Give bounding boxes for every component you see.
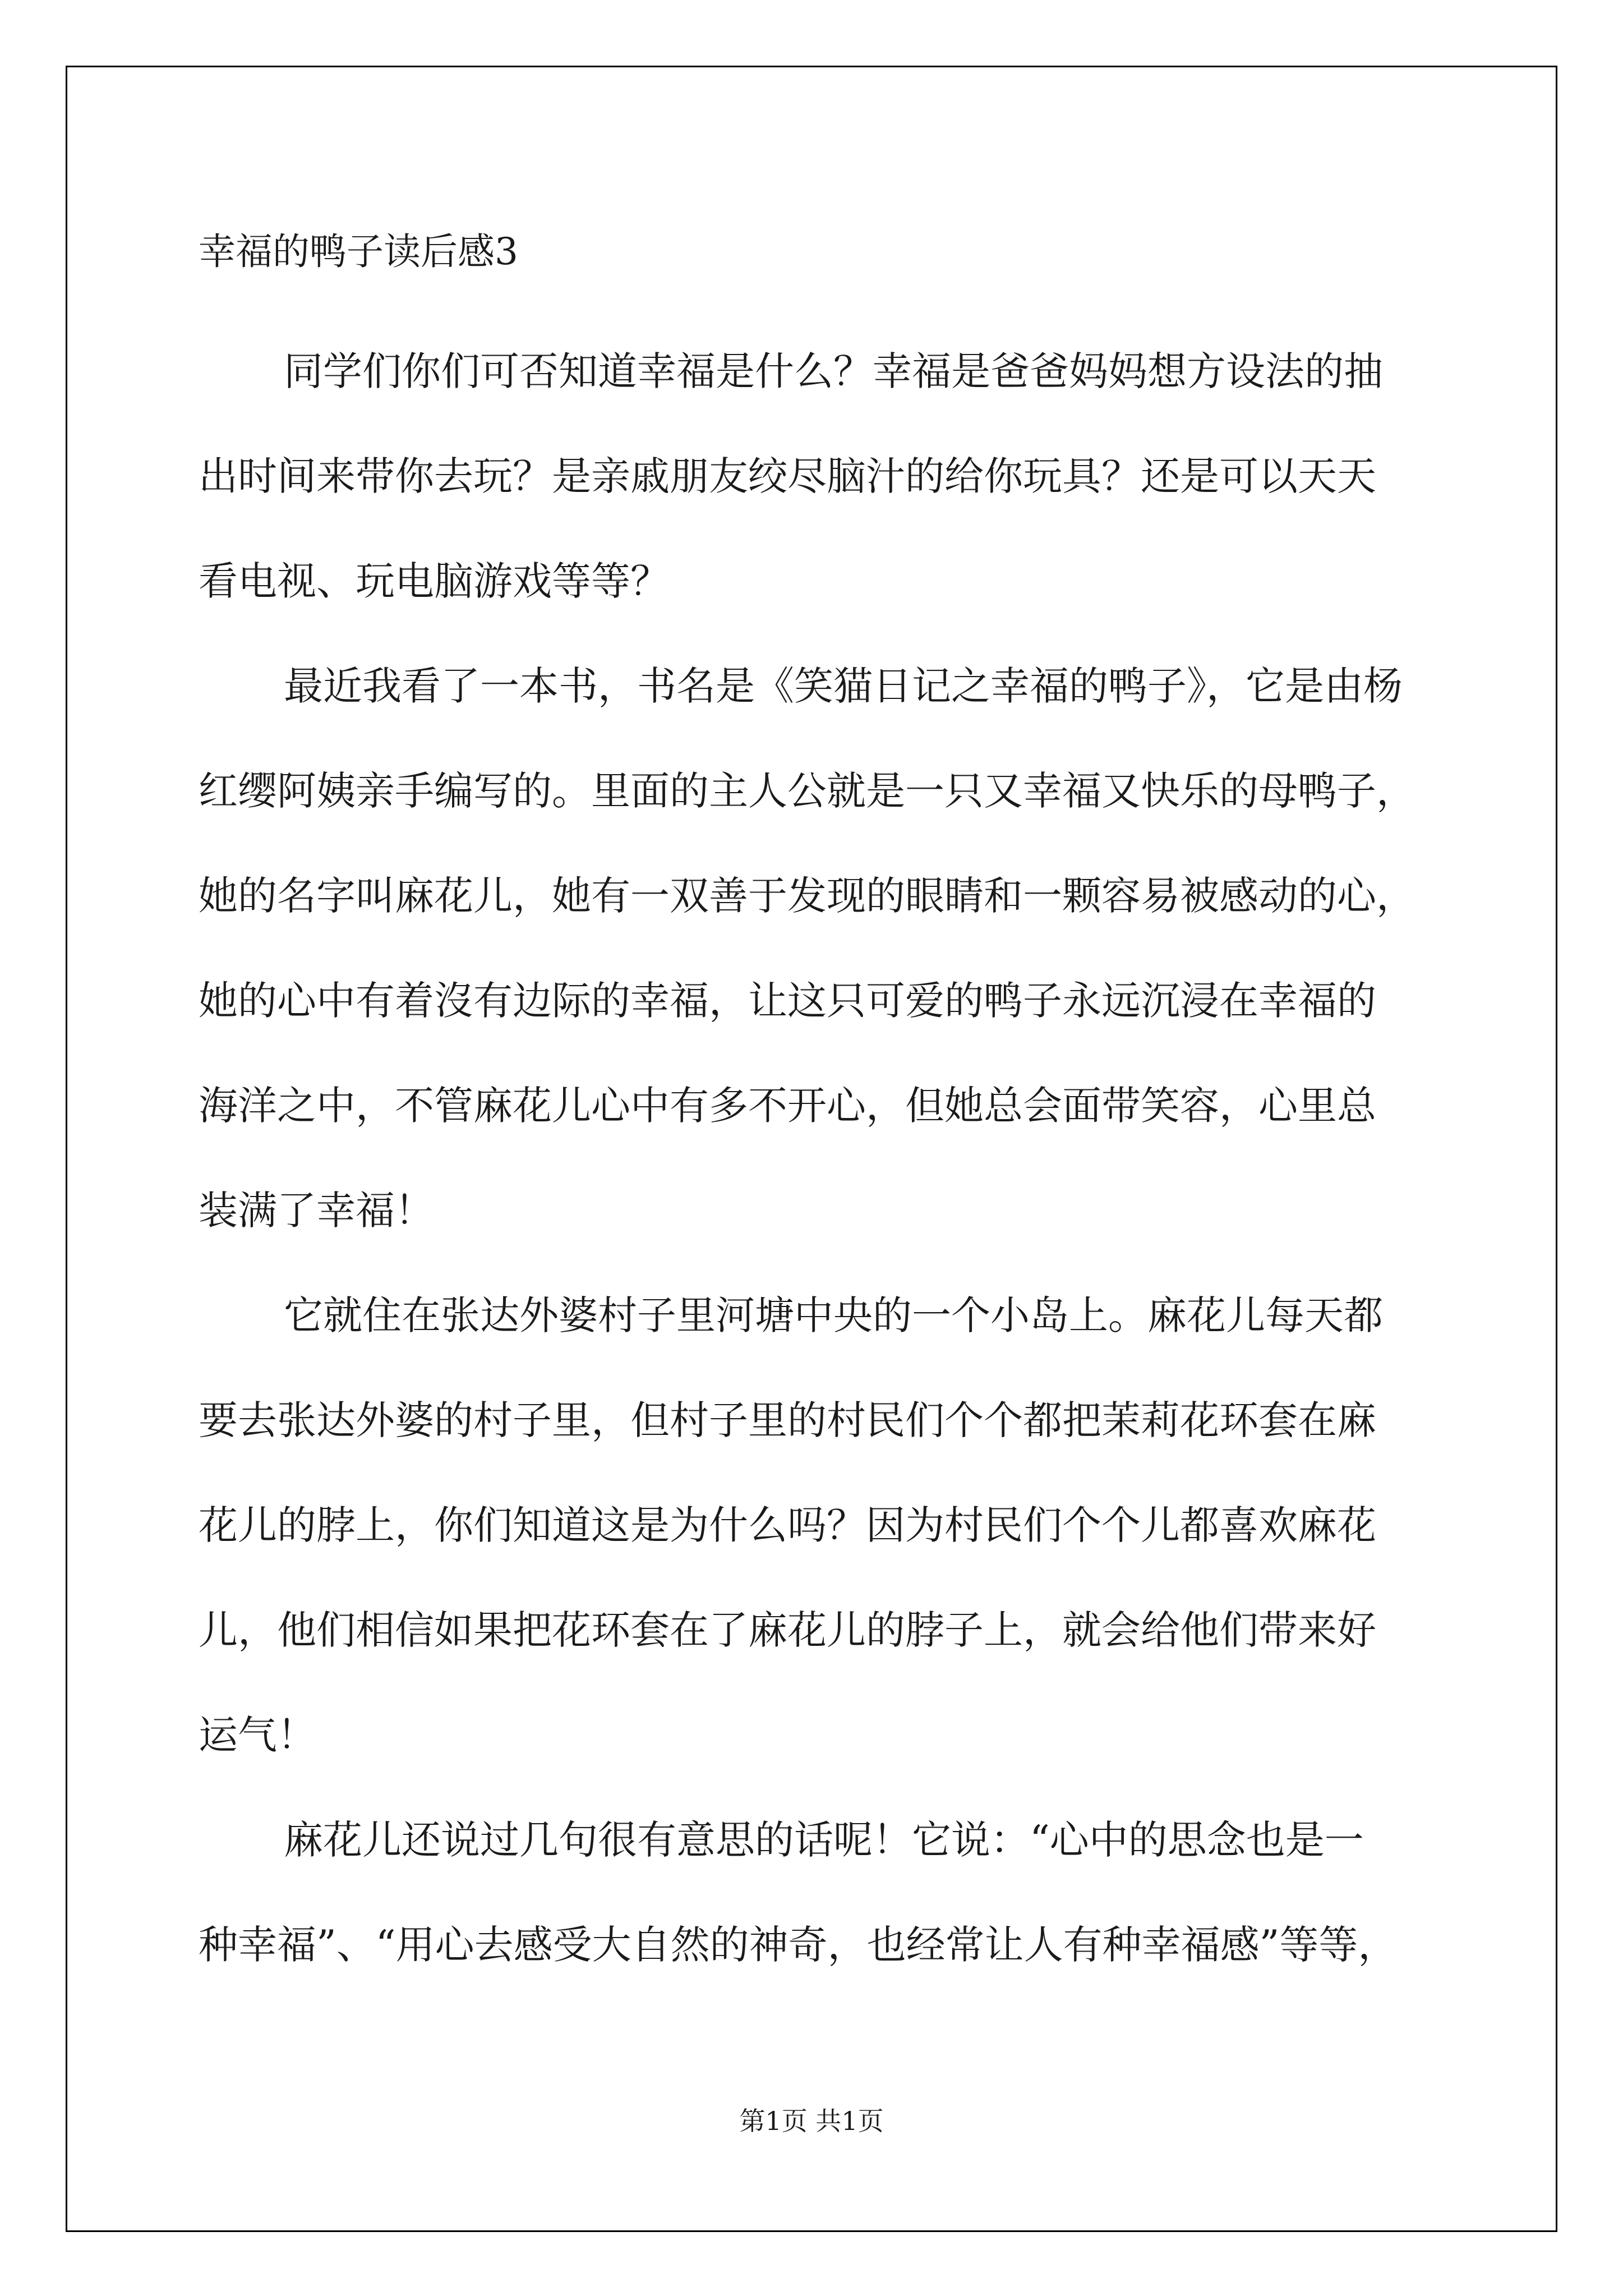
- paragraph-line: 看电视、玩电脑游戏等等？: [199, 558, 670, 604]
- document-title: 幸福的鸭子读后感3: [199, 230, 518, 273]
- paragraph-line: 红缨阿姨亲手编写的。里面的主人公就是一只又幸福又快乐的母鸭子，: [199, 768, 1415, 814]
- paragraph-line: 她的名字叫麻花儿，她有一双善于发现的眼睛和一颗容易被感动的心，: [199, 873, 1415, 919]
- page-footer: 第1页 共1页: [739, 2106, 884, 2136]
- document-body: [199, 216, 1427, 1998]
- paragraph-line: 儿，他们相信如果把花环套在了麻花儿的脖子上，就会给他们带来好: [199, 1607, 1376, 1653]
- paragraph-line: 它就住在张达外婆村子里河塘中央的一个小岛上。麻花儿每天都: [284, 1292, 1383, 1338]
- paragraph-line: 要去张达外婆的村子里，但村子里的村民们个个都把茉莉花环套在麻: [199, 1397, 1376, 1443]
- paragraph-line: 麻花儿还说过几句很有意思的话呢！它说：“心中的思念也是一: [284, 1817, 1364, 1863]
- paragraph-line: 装满了幸福！: [199, 1188, 434, 1234]
- paragraph-line: 出时间来带你去玩？是亲戚朋友绞尽脑汁的给你玩具？还是可以天天: [199, 453, 1376, 499]
- paragraph-line: 同学们你们可否知道幸福是什么？幸福是爸爸妈妈想方设法的抽: [284, 348, 1383, 394]
- paragraph-line: 最近我看了一本书，书名是《笑猫日记之幸福的鸭子》，它是由杨: [284, 663, 1403, 709]
- paragraph-line: 海洋之中，不管麻花儿心中有多不开心，但她总会面带笑容，心里总: [199, 1083, 1376, 1129]
- paragraph-line: 运气！: [199, 1712, 316, 1758]
- paragraph-line: 花儿的脖上，你们知道这是为什么吗？因为村民们个个儿都喜欢麻花: [199, 1502, 1376, 1548]
- paragraph-line: 她的心中有着沒有边际的幸福，让这只可爱的鸭子永远沉浸在幸福的: [199, 978, 1376, 1024]
- paragraph-line: 种幸福”、“用心去感受大自然的神奇，也经常让人有种幸福感”等等，: [199, 1922, 1398, 1968]
